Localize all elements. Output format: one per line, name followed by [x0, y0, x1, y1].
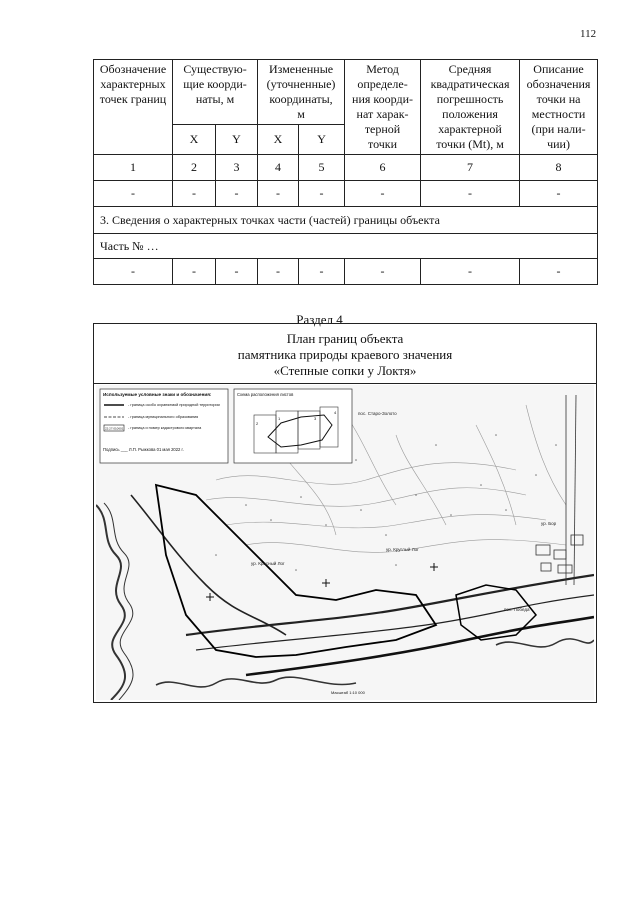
column-number: 2 [173, 155, 216, 181]
section-caption: 3. Сведения о характерных точках части (частей) границы объекта [94, 207, 598, 234]
legend-item: - граница и номер кадастрового квартала [128, 426, 202, 430]
header-y-existing: Y [216, 125, 258, 155]
header-method: Метод определе- ния коорди- нат харак- терной точки [345, 60, 421, 155]
map-svg [96, 385, 594, 700]
legend-title: Используемые условные знаки и обозначения: [103, 392, 212, 397]
map-label: пос. Победа [504, 607, 530, 612]
column-number: 6 [345, 155, 421, 181]
table-cell: - [173, 259, 216, 285]
column-numbers-row [94, 155, 598, 181]
plan-title: План границ объекта [286, 331, 404, 346]
table-cell: - [421, 259, 520, 285]
table-cell: - [345, 259, 421, 285]
column-number: 5 [299, 155, 345, 181]
legend-cadastre-code: 22:27:010601 [105, 426, 124, 431]
map-label: ур. Бор [541, 521, 557, 526]
legend-item: - граница особо охраняемой природной территории [128, 403, 220, 407]
section-title: Раздел 4 [296, 312, 343, 327]
map-scale: Масштаб 1:10 000 [331, 690, 365, 695]
plan-subtitle: памятника природы краевого значения [237, 347, 453, 362]
part-label: Часть № … [94, 234, 598, 259]
header-x-changed: X [258, 125, 299, 155]
legend-item: - граница муниципального образования [128, 415, 199, 419]
table-cell: - [520, 181, 598, 207]
plan-object-name: «Степные сопки у Локтя» [273, 363, 417, 378]
header-x-existing: X [173, 125, 216, 155]
map-label: пос. Старо-Золото [358, 411, 397, 416]
map-label: ур. Круглый Лог [386, 547, 419, 552]
header-changed-coords: Измененные (уточненные) координаты, м [258, 60, 345, 125]
scheme-title: Схема расположения листов [237, 392, 294, 397]
table-cell: - [345, 181, 421, 207]
table-cell: - [258, 259, 299, 285]
table-cell: - [299, 259, 345, 285]
table-cell: - [520, 259, 598, 285]
sheet-number: 4 [334, 410, 337, 415]
column-number: 3 [216, 155, 258, 181]
table-cell: - [216, 181, 258, 207]
page-number: 112 [580, 28, 597, 40]
column-number: 7 [421, 155, 520, 181]
signature-line: Подпись ___ Л.П. Рыжкова 01 мая 2022 г. [103, 447, 184, 452]
header-description: Описание обозначения точки на местности (при нали- чии) [520, 60, 598, 155]
sheet-number: 1 [278, 416, 281, 421]
map-label: ур. Красный Лог [251, 561, 285, 566]
table-cell: - [94, 259, 173, 285]
table-row [94, 259, 598, 285]
table-row [94, 181, 598, 207]
plan-heading [94, 324, 596, 384]
header-y-changed: Y [299, 125, 345, 155]
sheet-number: 2 [256, 421, 259, 426]
header-designation: Обозначение характерных точек границ [94, 60, 173, 155]
table-cell: - [421, 181, 520, 207]
column-number: 8 [520, 155, 598, 181]
table-cell: - [216, 259, 258, 285]
column-number: 1 [94, 155, 173, 181]
coordinates-table [93, 59, 598, 285]
table-cell: - [258, 181, 299, 207]
header-error: Средняя квадратическая погрешность положения характерной точки (Mt), м [421, 60, 520, 155]
table-cell: - [173, 181, 216, 207]
column-number: 4 [258, 155, 299, 181]
scheme-box [234, 389, 352, 463]
table-cell: - [94, 181, 173, 207]
table-cell: - [299, 181, 345, 207]
boundary-map [96, 385, 594, 700]
sheet-number: 3 [314, 416, 317, 421]
plan-frame [93, 323, 597, 703]
header-existing-coords: Существую- щие коорди- наты, м [173, 60, 258, 125]
